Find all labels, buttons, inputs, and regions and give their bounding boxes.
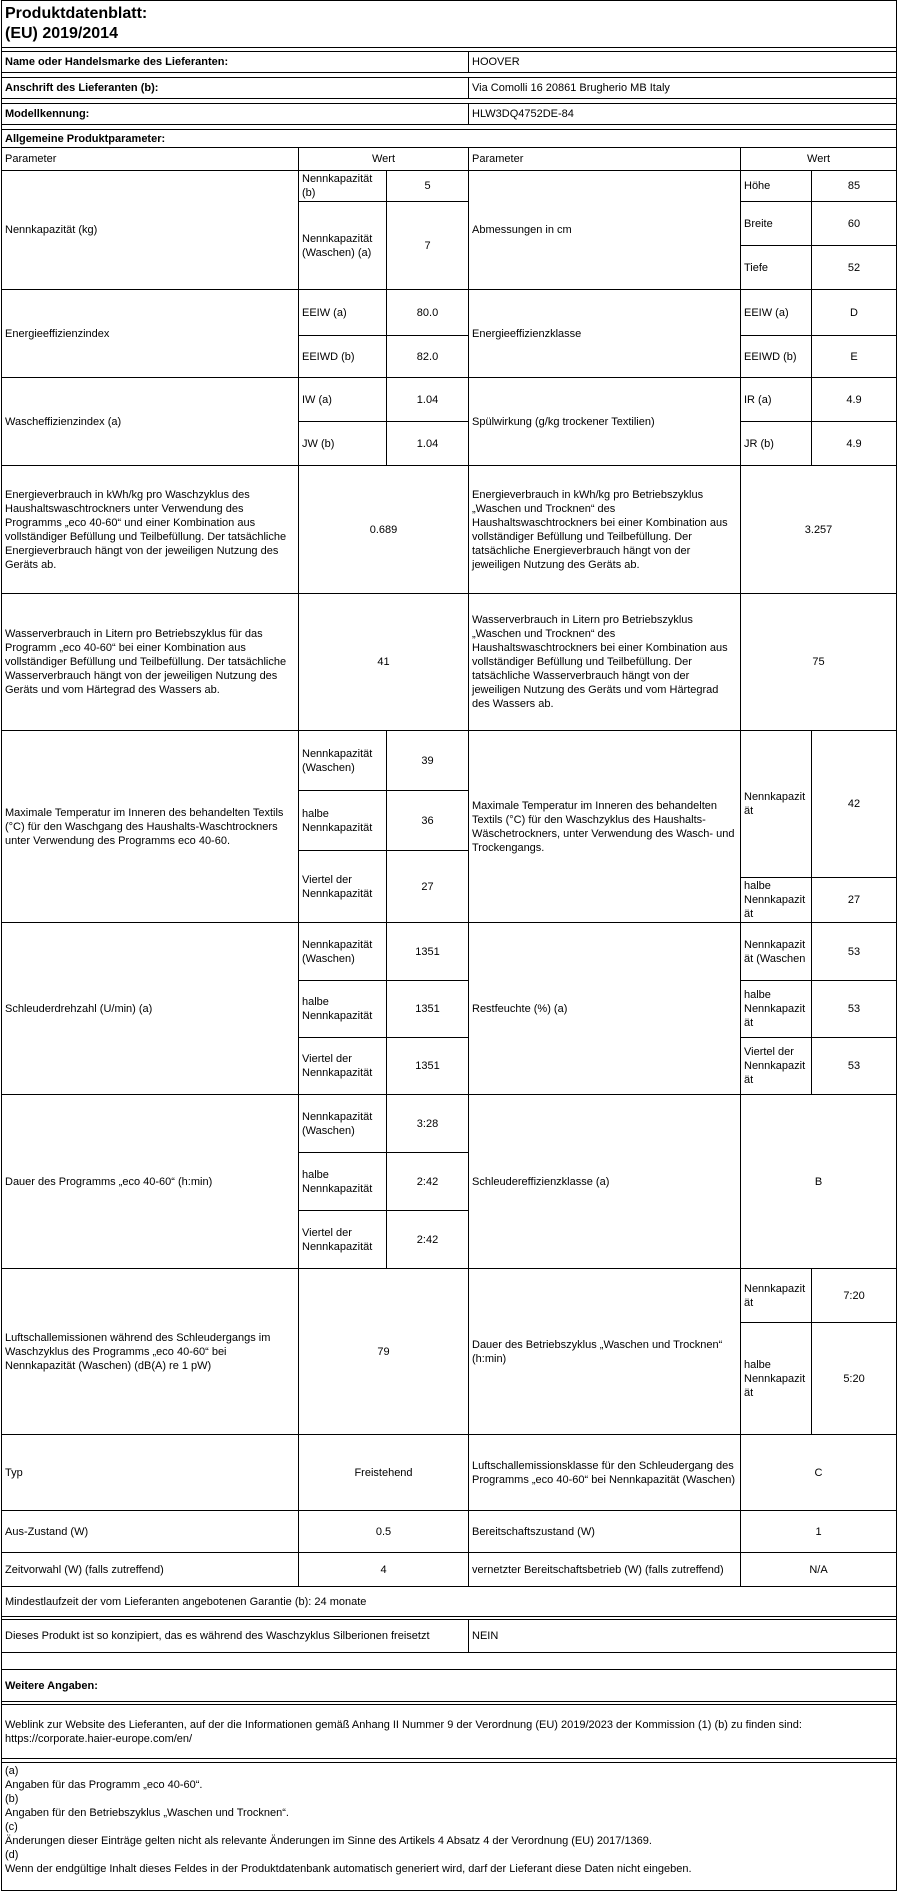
noise-class-value: C (741, 1435, 897, 1511)
spin-sub-3: Viertel der Nennkapazität (299, 1038, 387, 1095)
water-dry-value: 75 (741, 594, 897, 731)
weblink-cell (2, 1705, 897, 1759)
eei-label: Energieeffizienzindex (2, 290, 299, 378)
temp-wash-sub-1: Nennkapazität (Waschen) (299, 731, 387, 791)
moisture-sub-1: Nennkapazität (Waschen (741, 923, 812, 981)
moisture-val-1: 53 (812, 923, 897, 981)
temp-dry-val-2: 27 (812, 878, 897, 923)
model-value: HLW3DQ4752DE-84 (469, 104, 897, 125)
dimensions-sub-2: Breite (741, 202, 812, 246)
footnote-marker: (c) (5, 1821, 18, 1833)
rinse-sub-2: JR (b) (741, 422, 812, 466)
eec-label: Energieeffizienzklasse (469, 290, 741, 378)
eei-val-1: 80.0 (387, 290, 469, 336)
noise-label: Luftschallemissionen während des Schleudergangs im Waschzyklus des Programms „eco 40-60“ bei Nennkapazität (Waschen) (dB(A) re 1 pW) (2, 1269, 299, 1435)
silver-ion-value: NEIN (469, 1620, 897, 1653)
eec-val-2: E (812, 336, 897, 378)
off-mode-value: 0.5 (299, 1511, 469, 1553)
spin-val-3: 1351 (387, 1038, 469, 1095)
moisture-sub-2: halbe Nennkapazität (741, 981, 812, 1038)
dimensions-sub-1: Höhe (741, 171, 812, 202)
silver-ion-label: Dieses Produkt ist so konzipiert, das es während des Waschzyklus Silberionen freisetzt (2, 1620, 469, 1653)
supplier-address-label: Anschrift des Lieferanten (b): (2, 78, 469, 99)
cycle-duration-sub-2: halbe Nennkapazität (741, 1323, 812, 1435)
eei-sub-2: EEIWD (b) (299, 336, 387, 378)
eec-val-1: D (812, 290, 897, 336)
duration-val-3: 2:42 (387, 1211, 469, 1269)
temp-wash-val-3: 27 (387, 851, 469, 923)
spin-class-value: B (741, 1095, 897, 1269)
supplier-name-label: Name oder Handelsmarke des Lieferanten: (2, 52, 469, 73)
rinse-label: Spülwirkung (g/kg trockener Textilien) (469, 378, 741, 466)
delay-value: 4 (299, 1553, 469, 1587)
standby-label: Bereitschaftszustand (W) (469, 1511, 741, 1553)
footnote-marker: (d) (5, 1849, 19, 1861)
eei-val-2: 82.0 (387, 336, 469, 378)
energy-wash-label: Energieverbrauch in kWh/kg pro Waschzyklus des Haushaltswaschtrockners unter Verwendung des Programms „eco 40-60“ und einer Kombination aus vollständiger Befüllung und Teilbefüllung. Der tatsächliche Energieverbrauch hängt von der jeweiligen Nutzung des Geräts ab. (2, 466, 299, 594)
temp-dry-label: Maximale Temperatur im Inneren des behandelten Textils (°C) für den Waschzyklus des Haushalts-Wäschetrockners, unter Verwendung des Wasch- und Trockengangs. (469, 731, 741, 923)
footnote-text: Änderungen dieser Einträge gelten nicht als relevante Änderungen im Sinne des Artikels 4 Absatz 4 der Verordnung (EU) 2017/1369. (5, 1835, 652, 1847)
supplier-address-value: Via Comolli 16 20861 Brugherio MB Italy (469, 78, 897, 99)
moisture-val-2: 53 (812, 981, 897, 1038)
weblink-url[interactable]: https://corporate.haier-europe.com/en/ (5, 1732, 193, 1745)
title-line-2: (EU) 2019/2014 (5, 25, 118, 42)
duration-sub-3: Viertel der Nennkapazität (299, 1211, 387, 1269)
water-wash-label: Wasserverbrauch in Litern pro Betriebszyklus für das Programm „eco 40-60“ bei einer Kombination aus vollständiger Befüllung und Teilbefüllung. Der tatsächliche Wasserverbrauch hängt von der jeweiligen Nutzung des Geräts und vom Härtegrad des Wassers ab. (2, 594, 299, 731)
footnote-text: Angaben für den Betriebszyklus „Waschen und Trocknen“. (5, 1807, 289, 1819)
capacity-sub-1: Nennkapazität (b) (299, 171, 387, 202)
duration-label: Dauer des Programms „eco 40-60“ (h:min) (2, 1095, 299, 1269)
temp-dry-sub-1: Nennkapazität (741, 731, 812, 878)
spin-sub-1: Nennkapazität (Waschen) (299, 923, 387, 981)
dimensions-val-1: 85 (812, 171, 897, 202)
capacity-val-1: 5 (387, 171, 469, 202)
wash-sub-1: IW (a) (299, 378, 387, 422)
more-info-header: Weitere Angaben: (2, 1670, 897, 1702)
temp-wash-sub-2: halbe Nennkapazität (299, 791, 387, 851)
duration-val-2: 2:42 (387, 1153, 469, 1211)
water-dry-label: Wasserverbrauch in Litern pro Betriebszyklus „Waschen und Trocknen“ des Haushaltswaschtrockners bei einer Kombination aus vollständiger Befüllung und Teilbefüllung. Der tatsächliche Wasserverbrauch hängt von der jeweiligen Nutzung des Geräts und vom Härtegrad des Wassers ab. (469, 594, 741, 731)
spin-label: Schleuderdrehzahl (U/min) (a) (2, 923, 299, 1095)
temp-dry-val-1: 42 (812, 731, 897, 878)
capacity-label: Nennkapazität (kg) (2, 171, 299, 290)
eec-sub-1: EEIW (a) (741, 290, 812, 336)
wash-sub-2: JW (b) (299, 422, 387, 466)
spin-val-1: 1351 (387, 923, 469, 981)
cycle-duration-val-1: 7:20 (812, 1269, 897, 1323)
noise-value: 79 (299, 1269, 469, 1435)
temp-wash-val-1: 39 (387, 731, 469, 791)
energy-dry-label: Energieverbrauch in kWh/kg pro Betriebszyklus „Waschen und Trocknen“ des Haushaltswaschtrockners bei einer Kombination aus vollständiger Befüllung und Teilbefüllung. Der tatsächliche Energieverbrauch hängt von der jeweiligen Nutzung des Geräts ab. (469, 466, 741, 594)
capacity-sub-2: Nennkapazität (Waschen) (a) (299, 202, 387, 290)
weblink-text: Weblink zur Website des Lieferanten, auf der die Informationen gemäß Anhang II Nummer 9 der Verordnung (EU) 2019/2023 der Kommission (1) (b) zu finden sind: (5, 1718, 802, 1731)
spin-sub-2: halbe Nennkapazität (299, 981, 387, 1038)
type-value: Freistehend (299, 1435, 469, 1511)
temp-dry-sub-2: halbe Nennkapazität (741, 878, 812, 923)
rinse-sub-1: IR (a) (741, 378, 812, 422)
moisture-label: Restfeuchte (%) (a) (469, 923, 741, 1095)
moisture-sub-3: Viertel der Nennkapazität (741, 1038, 812, 1095)
title-line-1: Produktdatenblatt: (5, 5, 148, 22)
param-header-right: Parameter (469, 148, 741, 171)
sheet-title (2, 1, 897, 48)
dimensions-val-3: 52 (812, 246, 897, 290)
dimensions-sub-3: Tiefe (741, 246, 812, 290)
value-header-left: Wert (299, 148, 469, 171)
wash-val-2: 1.04 (387, 422, 469, 466)
duration-val-1: 3:28 (387, 1095, 469, 1153)
footnote-text: Wenn der endgültige Inhalt dieses Feldes in der Produktdatenbank automatisch generiert wird, darf der Lieferant diese Daten nicht eingeben. (5, 1863, 692, 1875)
wash-val-1: 1.04 (387, 378, 469, 422)
footnote-marker: (b) (5, 1793, 19, 1805)
model-label: Modellkennung: (2, 104, 469, 125)
footnote-text: Angaben für das Programm „eco 40-60“. (5, 1779, 203, 1791)
temp-wash-label: Maximale Temperatur im Inneren des behandelten Textils (°C) für den Waschgang des Haushalts-Waschtrockners unter Verwendung des Programms eco 40-60. (2, 731, 299, 923)
networked-value: N/A (741, 1553, 897, 1587)
water-wash-value: 41 (299, 594, 469, 731)
duration-sub-1: Nennkapazität (Waschen) (299, 1095, 387, 1153)
eec-sub-2: EEIWD (b) (741, 336, 812, 378)
dimensions-label: Abmessungen in cm (469, 171, 741, 290)
product-data-sheet (1, 0, 897, 1891)
delay-label: Zeitvorwahl (W) (falls zutreffend) (2, 1553, 299, 1587)
rinse-val-1: 4.9 (812, 378, 897, 422)
energy-dry-value: 3.257 (741, 466, 897, 594)
type-label: Typ (2, 1435, 299, 1511)
capacity-val-2: 7 (387, 202, 469, 290)
spin-class-label: Schleudereffizienzklasse (a) (469, 1095, 741, 1269)
duration-sub-2: halbe Nennkapazität (299, 1153, 387, 1211)
off-mode-label: Aus-Zustand (W) (2, 1511, 299, 1553)
temp-wash-sub-3: Viertel der Nennkapazität (299, 851, 387, 923)
noise-class-label: Luftschallemissionsklasse für den Schleudergang des Programms „eco 40-60“ bei Nennkapazität (Waschen) (469, 1435, 741, 1511)
supplier-name-value: HOOVER (469, 52, 897, 73)
footnotes (2, 1763, 897, 1891)
networked-label: vernetzter Bereitschaftsbetrieb (W) (falls zutreffend) (469, 1553, 741, 1587)
cycle-duration-val-2: 5:20 (812, 1323, 897, 1435)
spacer (2, 1653, 897, 1670)
cycle-duration-sub-1: Nennkapazität (741, 1269, 812, 1323)
value-header-right: Wert (741, 148, 897, 171)
param-header-left: Parameter (2, 148, 299, 171)
cycle-duration-label: Dauer des Betriebszyklus „Waschen und Trocknen“ (h:min) (469, 1269, 741, 1435)
eei-sub-1: EEIW (a) (299, 290, 387, 336)
rinse-val-2: 4.9 (812, 422, 897, 466)
spin-val-2: 1351 (387, 981, 469, 1038)
warranty-text: Mindestlaufzeit der vom Lieferanten angebotenen Garantie (b): 24 monate (2, 1587, 897, 1617)
standby-value: 1 (741, 1511, 897, 1553)
moisture-val-3: 53 (812, 1038, 897, 1095)
wash-index-label: Wascheffizienzindex (a) (2, 378, 299, 466)
dimensions-val-2: 60 (812, 202, 897, 246)
general-params-header: Allgemeine Produktparameter: (2, 130, 897, 148)
temp-wash-val-2: 36 (387, 791, 469, 851)
energy-wash-value: 0.689 (299, 466, 469, 594)
footnote-marker: (a) (5, 1765, 19, 1777)
